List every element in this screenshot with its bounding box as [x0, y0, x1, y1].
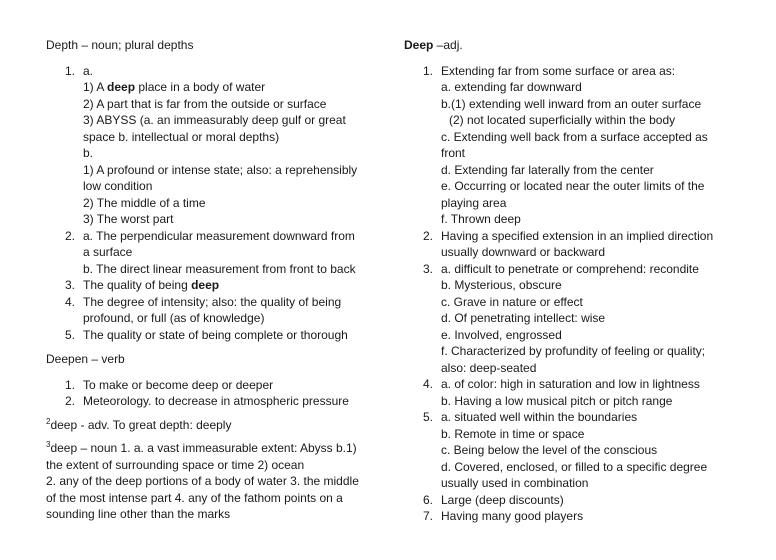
subsense: b. Mysterious, obscure	[441, 278, 562, 292]
subsense-cont: usually used in combination	[441, 476, 589, 490]
subsense	[46, 79, 376, 96]
sense-number: 5.	[423, 410, 434, 424]
entry-deep-adverb	[46, 417, 376, 434]
sense-number: 3.	[65, 278, 76, 292]
entry-text: deep - adv. To great depth: deeply	[50, 417, 232, 432]
sense-number: 2.	[65, 228, 76, 243]
sense-2	[404, 228, 744, 245]
subsense: b.(1) extending well inward from an outer surface	[441, 96, 702, 111]
subsense: f. Characterized by profundity of feeling or quality;	[441, 344, 706, 358]
subsense: d. Extending far laterally from the center	[441, 162, 654, 177]
entry-deepen	[46, 351, 376, 410]
entry-heading-depth	[46, 37, 376, 54]
sense-6	[404, 492, 744, 509]
headword: Depth	[46, 38, 79, 52]
sense-2	[46, 228, 376, 245]
subsense: (2) not located superficially within the body	[449, 113, 676, 127]
part-of-speech: – noun; plural depths	[78, 38, 194, 52]
sense-text: Having many good players	[441, 509, 584, 523]
sense-1	[46, 377, 376, 394]
subsense: c. Extending well back from a surface accepted as	[441, 129, 708, 144]
text: place in a body of water	[135, 80, 266, 94]
sense-1	[404, 63, 744, 80]
sense-number: 2.	[423, 228, 434, 243]
sense-1	[46, 63, 376, 80]
sense-text: Having a specified extension in an implied direction	[441, 228, 714, 243]
sense-number: 1.	[65, 63, 76, 78]
sense-number: 3.	[423, 261, 434, 276]
subsense-cont: also: deep-seated	[441, 360, 537, 375]
entry-line: the extent of surrounding space or time 2) ocean	[46, 457, 305, 472]
subsense: e. Involved, engrossed	[441, 327, 562, 342]
subsense-cont: a surface	[83, 245, 133, 259]
homograph-number: 2	[46, 416, 51, 426]
sense-5	[404, 409, 744, 426]
sense-number: 5.	[65, 327, 76, 342]
sense-text: Meteorology. to decrease in atmospheric pressure	[83, 394, 349, 408]
subsense: a. extending far downward	[441, 80, 582, 94]
sense-number: 4.	[423, 377, 434, 391]
sense-number: 7.	[423, 509, 434, 523]
entry-line: of the most intense part 4. any of the fathom points on a	[46, 490, 343, 505]
sense-number: 1.	[423, 63, 434, 78]
subsense: b. The direct linear measurement from front to back	[83, 261, 356, 276]
subsense-cont: profound, or full (as of knowledge)	[83, 311, 265, 325]
subsense: 3) The worst part	[83, 212, 174, 226]
sense-7	[404, 508, 744, 525]
sense-text: a. of color: high in saturation and low in lightness	[441, 377, 700, 391]
subsense-cont: space b. intellectual or moral depths)	[83, 129, 280, 144]
homograph-number: 3	[46, 440, 51, 449]
sense-text: Large (deep discounts)	[441, 492, 564, 507]
sense-text: To make or become deep or deeper	[83, 377, 274, 392]
sense-text: The degree of intensity; also: the quality of being	[83, 294, 342, 309]
sense-3	[46, 277, 376, 294]
subsense: 2) A part that is far from the outside or surface	[83, 96, 327, 111]
sense-number: 4.	[65, 294, 76, 309]
sense-text: a.	[83, 63, 94, 78]
subsense-cont: low condition	[83, 179, 153, 193]
subsense-cont: playing area	[441, 195, 507, 210]
sense-text: a. situated well within the boundaries	[441, 410, 638, 424]
bold-word: deep	[191, 278, 220, 292]
subsense: b. Remote in time or space	[441, 426, 585, 441]
subsense: 3) ABYSS (a. an immeasurably deep gulf or great	[83, 113, 346, 127]
subsense: e. Occurring or located near the outer limits of the	[441, 179, 705, 193]
entry-heading-deepen	[46, 351, 376, 368]
subsense: 2) The middle of a time	[83, 195, 206, 210]
entry-deep-noun	[46, 440, 376, 523]
sense-text: a. The perpendicular measurement downward from	[83, 228, 355, 243]
sense-number: 6.	[423, 492, 434, 507]
subsense: d. Of penetrating intellect: wise	[441, 311, 606, 325]
subsense: b. Having a low musical pitch or pitch range	[441, 393, 673, 408]
subsense-cont: usually downward or backward	[441, 245, 606, 259]
sense-3	[404, 261, 744, 278]
entry-depth	[46, 37, 376, 343]
subsense: d. Covered, enclosed, or filled to a specific degree	[441, 459, 708, 474]
headword: Deepen	[46, 352, 89, 366]
sense-number: 1.	[65, 377, 76, 392]
sense-4	[46, 294, 376, 311]
part-of-speech: –adj.	[433, 38, 463, 52]
entry-line	[46, 440, 376, 457]
part-of-speech: – verb	[88, 352, 125, 366]
entry-line: sounding line other than the marks	[46, 507, 231, 521]
subsense: b.	[83, 146, 94, 160]
right-column	[404, 36, 744, 525]
sense-text: The quality or state of being complete or thorough	[83, 327, 348, 342]
sense-5	[46, 327, 376, 344]
subsense: 1) A profound or intense state; also: a reprehensibly	[83, 162, 358, 177]
entry-heading-deep-adj	[404, 37, 744, 54]
left-column	[46, 36, 376, 523]
subsense: c. Grave in nature or effect	[441, 294, 583, 309]
sense-4	[404, 376, 744, 393]
headword: Deep	[404, 38, 434, 52]
text: 1) A	[83, 80, 108, 94]
bold-word: deep	[107, 80, 136, 94]
sense-text: Extending far from some surface or area as:	[441, 63, 676, 78]
sense-text: The quality of being	[83, 278, 192, 292]
sense-text: a. difficult to penetrate or comprehend: recondite	[441, 261, 699, 276]
sense-2	[46, 393, 376, 410]
entry-text: deep – noun 1. a. a vast immeasurable extent: Abyss b.1)	[50, 441, 357, 455]
subsense: f. Thrown deep	[441, 212, 521, 226]
entry-line: 2. any of the deep portions of a body of water 3. the middle	[46, 474, 359, 488]
subsense: c. Being below the level of the conscious	[441, 443, 658, 457]
sense-number: 2.	[65, 394, 76, 408]
subsense-cont: front	[441, 146, 466, 160]
